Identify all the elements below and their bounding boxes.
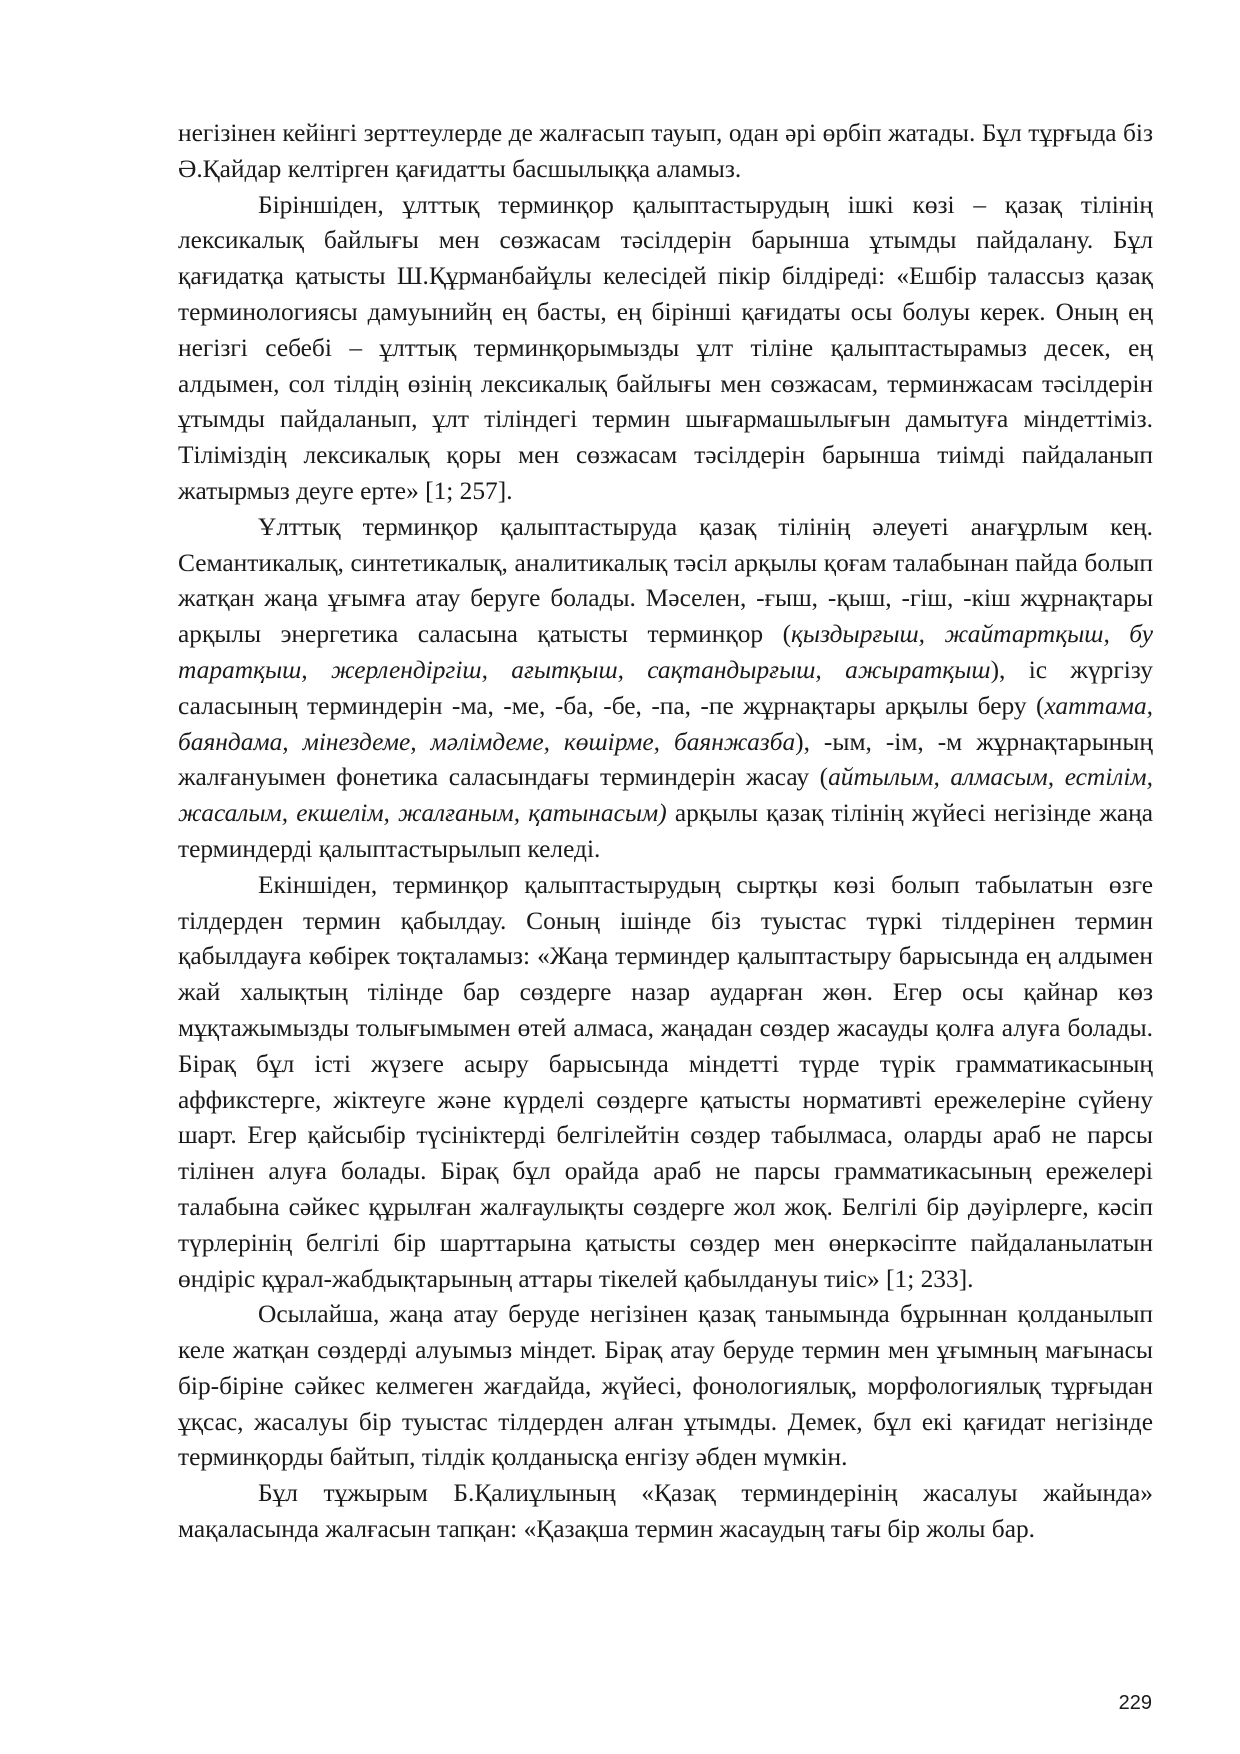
text-run: ), -ым, -ім, -м жұрнақтарының жалғануымен фонетика саласындағы терминдерін жасау (: [178, 727, 1153, 792]
paragraph: [178, 1297, 1153, 1476]
document-body: [178, 116, 1153, 1548]
text-run: Екіншіден, терминқор қалыптастырудың сыртқы көзі болып табылатын өзге тілдерден термин қабылдау. Соның ішінде біз туыстас түркі тілдерінен термин қабылдауға көбірек тоқталамыз: «Жаңа терминдер қалыптастыру барысында ең алдымен жай халықтың тілінде бар сөздерге назар аударған жөн. Егер осы қайнар көз мұқтажымызды толығымымен өтей алмаса, жаңадан сөздер жасауды қолға алуға болады. Бірақ бұл істі жүзеге асыру барысында міндетті түрде түрік грамматикасының аффикстерге, жіктеуге және күрделі сөздерге қатысты нормативті ережелеріне сүйену шарт. Егер қайсыбір түсініктерді белгілейтін сөздер табылмаса, оларды араб не парсы тілінен алуға болады. Бірақ бұл орайда араб не парсы грамматикасының ережелері талабына сәйкес құрылған жалғаулықты сөздерге жол жоқ. Белгілі бір дәуірлерге, кәсіп түрлерінің белгілі бір шарттарына қатысты сөздер мен өнеркәсіпте пайдаланылатын өндіріс құрал-жабдықтарының аттары тікелей қабылдануы тиіс» [1; 233].: [178, 870, 1153, 1293]
italic-term-list: айтылым, алмасым, естілім, жасалым, екшелім, жалғаным, қатынасым): [178, 763, 1153, 828]
text-run: арқылы қазақ тілінің жүйесі негізінде жаңа терминдерді қалыптастырылып келеді.: [178, 799, 1153, 863]
italic-term-list: қыздырғыш, жайтартқыш, бу таратқыш, жерлендіргіш, ағытқыш, сақтандырғыш, ажыратқыш: [178, 620, 1153, 684]
text-run: негізінен кейінгі зерттеулерде де жалғасып тауып, одан әрі өрбіп жатады. Бұл тұрғыда біз Ә.Қайдар келтірген қағидатты басшылыққа аламыз.: [178, 119, 1153, 183]
paragraph: [178, 116, 1153, 188]
text-run: Ұлттық терминқор қалыптастыруда қазақ тілінің әлеуеті анағұрлым кең. Семантикалық, синтетикалық, аналитикалық тәсіл арқылы қоғам талабынан пайда болып жатқан жаңа ұғымға атау беруге болады. Мәселен, -ғыш, -қыш, -гіш, -кіш жұрнақтары арқылы энергетика саласына қатысты терминқор (: [178, 512, 1153, 649]
paragraph: [178, 1476, 1153, 1548]
paragraph: [178, 510, 1153, 868]
paragraph: [178, 188, 1153, 510]
text-run: Біріншіден, ұлттық терминқор қалыптастырудың ішкі көзі – қазақ тілінің лексикалық байлығы мен сөзжасам тәсілдерін барынша ұтымды пайдалану. Бұл қағидатқа қатысты Ш.Құрманбайұлы келесідей пікір білдіреді: «Ешбір талассыз қазақ терминологиясы дамуынийң ең басты, ең бірінші қағидаты осы болуы керек. Оның ең негізгі себебі – ұлттық терминқорымызды ұлт тіліне қалыптастырамыз десек, ең алдымен, сол тілдің өзінің лексикалық байлығы мен сөзжасам, терминжасам тәсілдерін ұтымды пайдаланып, ұлт тіліндегі термин шығармашылығын дамытуға міндеттіміз. Тіліміздің лексикалық қоры мен сөзжасам тәсілдерін барынша тиімді пайдаланып жатырмыз деуге ерте» [1; 257].: [178, 190, 1153, 505]
text-run: Бұл тұжырым Б.Қалиұлының «Қазақ терминдерінің жасалуы жайында» мақаласында жалғасын тапқан: «Қазақша термин жасаудың тағы бір жолы бар.: [178, 1479, 1153, 1544]
text-run: Осылайша, жаңа атау беруде негізінен қазақ танымында бұрыннан қолданылып келе жатқан сөздерді алуымыз міндет. Бірақ атау беруде термин мен ұғымның мағынасы бір-біріне сәйкес келмеген жағдайда, жүйесі, фонологиялық, морфологиялық тұрғыдан ұқсас, жасалуы бір туыстас тілдерден алған ұтымды. Демек, бұл екі қағидат негізінде терминқорды байтып, тілдік қолданысқа енгізу әбден мүмкін.: [178, 1300, 1153, 1472]
paragraph: [178, 868, 1153, 1298]
page-number: 229: [1118, 1692, 1152, 1714]
italic-term-list: хаттама, баяндама, мінездеме, мәлімдеме, көшірме, баянжазба: [178, 691, 1153, 756]
text-run: ), іс жүргізу саласының терминдерін -ма, -ме, -ба, -бе, -па, -пе жұрнақтары арқылы беру (: [178, 655, 1153, 720]
